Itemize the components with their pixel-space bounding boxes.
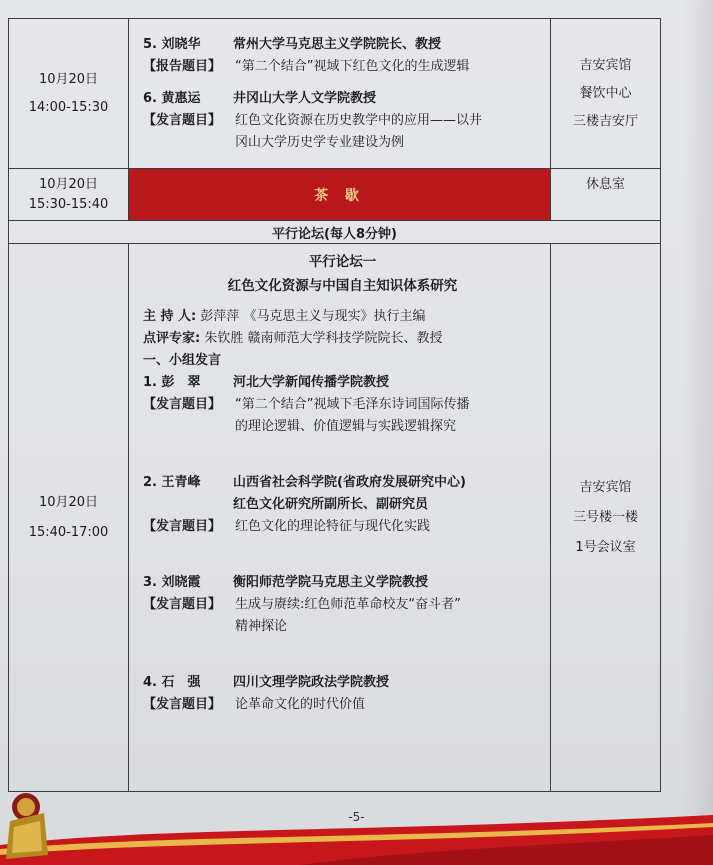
topic-continuation: 精神探论 — [235, 619, 288, 634]
time-text: 14:00-15:30 — [28, 99, 109, 115]
venue-line: 吉安宾馆 — [579, 479, 632, 495]
speaker-line — [143, 372, 542, 394]
speaker-unit: 四川文理学院政法学院教授 — [233, 675, 390, 690]
parallel-forum-header: 平行论坛(每人8分钟) — [9, 221, 661, 244]
topic-tag: 【发言题目】 — [143, 597, 222, 612]
topic-line — [143, 394, 542, 416]
speaker-line — [143, 34, 542, 56]
speaker-line — [143, 572, 542, 594]
speaker-unit: 井冈山大学人文学院教授 — [233, 90, 377, 106]
schedule-row-tea-break — [9, 169, 661, 221]
topic-tag: 【发言题目】 — [143, 112, 222, 128]
schedule-table — [8, 18, 661, 792]
venue-line: 1号会议室 — [575, 539, 636, 555]
topic-text: 红色文化的理论特征与现代化实践 — [235, 519, 431, 534]
topic-line — [143, 56, 542, 78]
time-text: 15:30-15:40 — [28, 196, 109, 212]
speaker-unit-continuation: 红色文化研究所副所长、副研究员 — [233, 497, 429, 512]
topic-text: 红色文化资源在历史教学中的应用——以井 — [235, 112, 483, 128]
tea-break-banner: 茶 歇 — [129, 169, 551, 221]
section-heading: 一、小组发言 — [143, 353, 222, 368]
speaker-name: 2. 王青峰 — [143, 475, 201, 490]
topic-line — [143, 516, 542, 538]
date-text: 10月20日 — [38, 176, 99, 192]
venue-cell — [551, 244, 661, 792]
topic-tag: 【发言题目】 — [143, 697, 222, 712]
speaker-unit: 山西省社会科学院(省政府发展研究中心) — [233, 475, 466, 490]
speaker-unit: 衡阳师范学院马克思主义学院教授 — [233, 575, 429, 590]
topic-line — [143, 694, 542, 716]
red-ribbon-decoration — [0, 805, 713, 865]
date-text: 10月20日 — [38, 494, 99, 510]
venue-cell — [551, 19, 661, 169]
topic-continuation: 冈山大学历史学专业建设为例 — [235, 134, 405, 150]
speaker-line — [143, 472, 542, 494]
time-text: 15:40-17:00 — [28, 524, 109, 540]
topic-tag: 【发言题目】 — [143, 519, 222, 534]
schedule-row-session — [9, 19, 661, 169]
reviewer-text: 朱钦胜 赣南师范大学科技学院院长、教授 — [204, 331, 443, 346]
time-cell — [9, 19, 129, 169]
forum-subtitle: 红色文化资源与中国自主知识体系研究 — [227, 278, 458, 294]
topic-text: “第二个结合”视域下毛泽东诗词国际传播 — [235, 397, 470, 412]
venue-line: 三号楼一楼 — [572, 509, 638, 525]
topic-line — [143, 594, 542, 616]
topic-text: 生成与赓续:红色师范革命校友“奋斗者” — [235, 597, 461, 612]
host-line — [143, 306, 542, 328]
schedule-row-forum — [9, 244, 661, 792]
schedule-row-parallel-header — [9, 221, 661, 244]
page-number: -5- — [348, 810, 365, 824]
topic-text: “第二个结合”视域下红色文化的生成逻辑 — [235, 58, 470, 74]
speaker-name: 5. 刘晓华 — [143, 36, 201, 52]
host-text: 彭萍萍 《马克思主义与现实》执行主编 — [200, 309, 426, 324]
bugle-icon — [0, 785, 70, 865]
topic-continuation: 的理论逻辑、价值逻辑与实践逻辑探究 — [235, 419, 457, 434]
topic-tag: 【发言题目】 — [143, 397, 222, 412]
content-cell — [129, 244, 551, 792]
page-edge-shadow — [683, 0, 713, 865]
forum-title: 平行论坛一 — [308, 254, 377, 270]
venue-line: 三楼吉安厅 — [572, 113, 638, 129]
topic-tag: 【报告题目】 — [143, 58, 222, 74]
host-label: 主 持 人: — [143, 309, 197, 324]
reviewer-label: 点评专家: — [143, 331, 201, 346]
speaker-name: 4. 石 强 — [143, 675, 201, 690]
reviewer-line — [143, 328, 542, 350]
date-text: 10月20日 — [38, 71, 99, 87]
venue-cell: 休息室 — [551, 169, 661, 221]
speaker-name: 3. 刘晓霞 — [143, 575, 201, 590]
topic-text: 论革命文化的时代价值 — [235, 697, 366, 712]
venue-line: 餐饮中心 — [579, 85, 632, 101]
time-cell — [9, 169, 129, 221]
speaker-name: 1. 彭 翠 — [143, 375, 201, 390]
content-cell — [129, 19, 551, 169]
speaker-line — [143, 672, 542, 694]
speaker-unit: 常州大学马克思主义学院院长、教授 — [233, 36, 442, 52]
topic-line — [143, 110, 542, 132]
venue-line: 吉安宾馆 — [579, 57, 632, 73]
speaker-unit: 河北大学新闻传播学院教授 — [233, 375, 390, 390]
time-cell — [9, 244, 129, 792]
speaker-name: 6. 黄惠运 — [143, 90, 201, 106]
speaker-line — [143, 88, 542, 110]
